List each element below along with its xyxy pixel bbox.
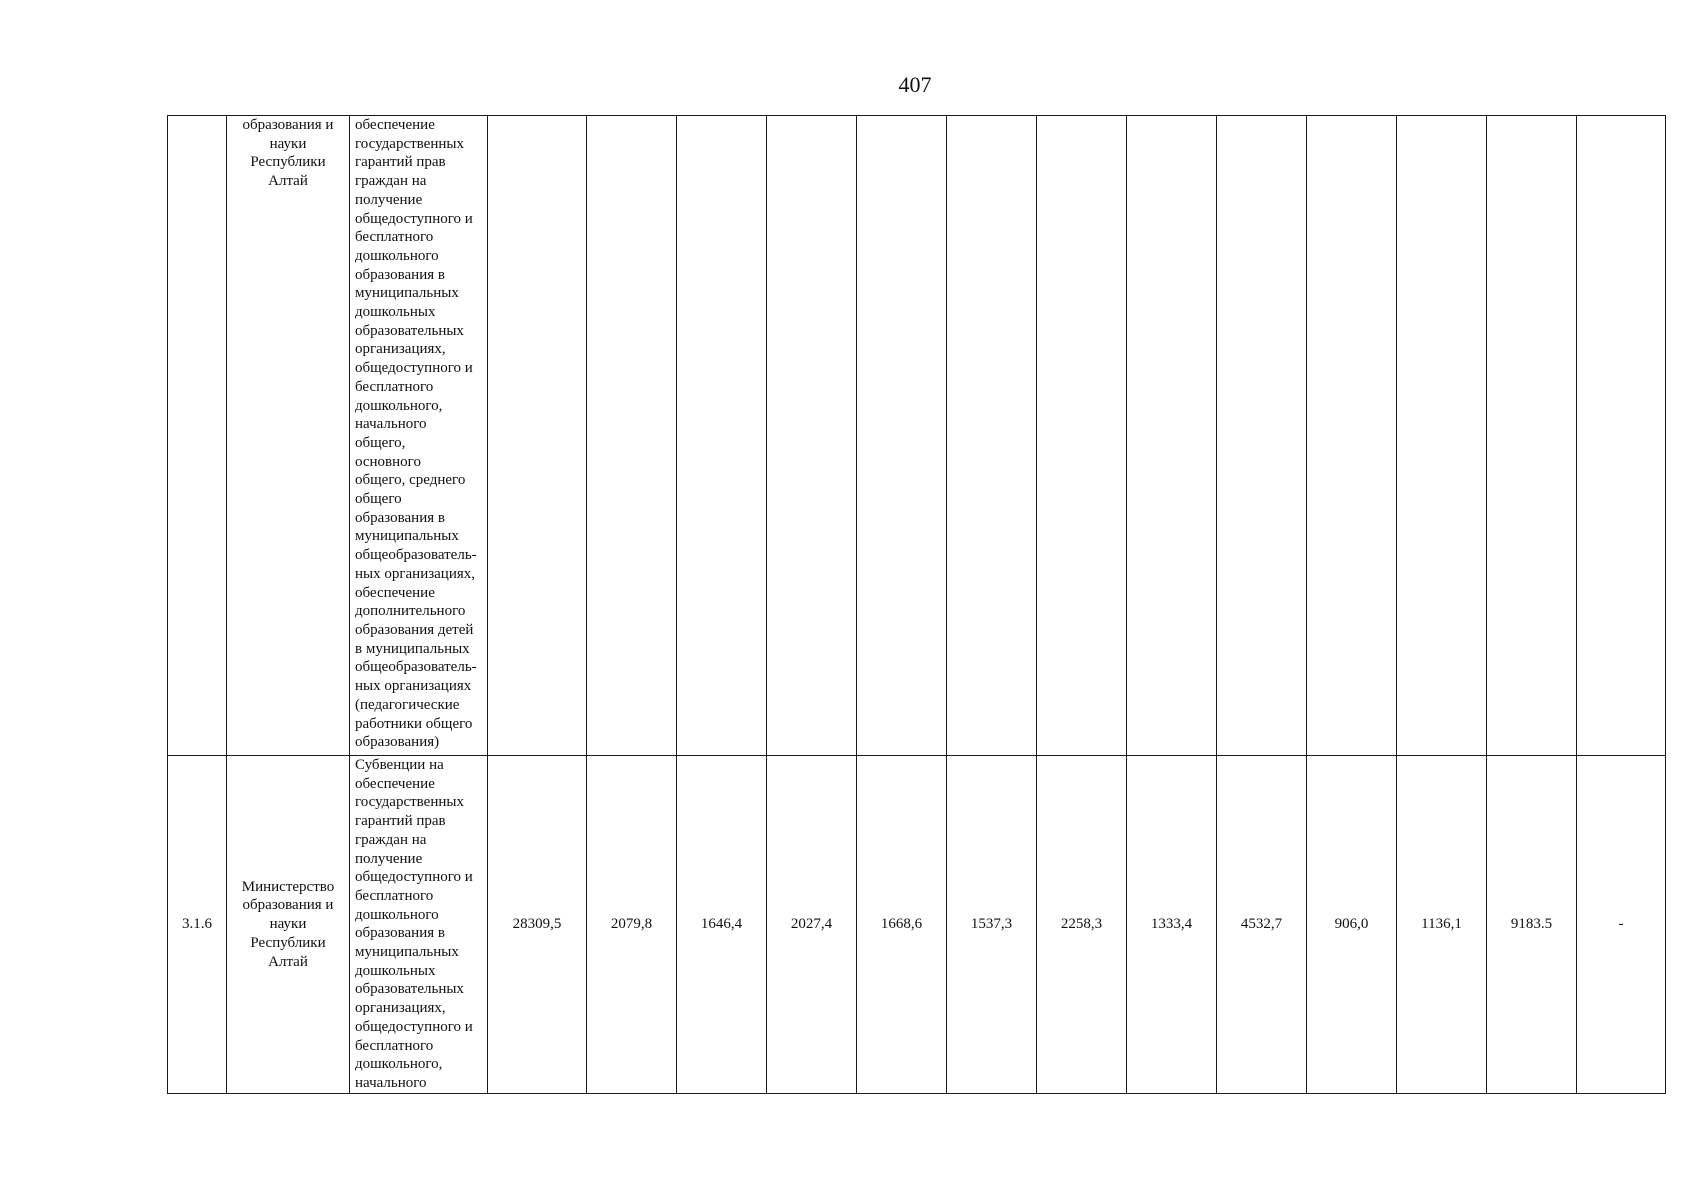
value-cell-2: 2079,8 — [587, 756, 677, 1094]
value-cell-7: 2258,3 — [1037, 756, 1127, 1094]
description-cell: обеспечение государственных гарантий прав граждан на получение общедоступного и бесплатного дошкольного образования в муниципальных дошкольных образовательных организациях, общедоступного и бесплатного дошкольного, начального общего, основного общего, среднего общего образования в муниципальных общеобразователь- ных организациях, обеспечение дополнительного образования детей в муниципальных общеобразователь- ных организациях (педагогические работники общего образования) — [350, 116, 488, 756]
organization-cell — [227, 756, 350, 1094]
value-cell-1 — [488, 116, 587, 756]
organization-text: образования и науки Республики Алтай — [242, 117, 334, 190]
value-cell-6: 1537,3 — [947, 756, 1037, 1094]
table-row — [168, 756, 1666, 1094]
value-cell-1: 28309,5 — [488, 756, 587, 1094]
page-number: 407 — [898, 72, 932, 97]
row-code-cell: 3.1.6 — [168, 756, 227, 1094]
value-cell-10: 906,0 — [1307, 756, 1397, 1094]
budget-table — [167, 115, 1666, 1094]
value-cell-11 — [1397, 116, 1487, 756]
value-cell-4 — [767, 116, 857, 756]
table-row — [168, 116, 1666, 756]
description-cell: Субвенции на обеспечение государственных гарантий прав граждан на получение общедоступного и бесплатного дошкольного образования в муниципальных дошкольных образовательных организациях, общедоступного и бесплатного дошкольного, начального — [350, 756, 488, 1094]
row-code-cell — [168, 116, 227, 756]
organization-cell — [227, 116, 350, 756]
value-cell-9 — [1217, 116, 1307, 756]
value-cell-4: 2027,4 — [767, 756, 857, 1094]
value-cell-11: 1136,1 — [1397, 756, 1487, 1094]
value-cell-7 — [1037, 116, 1127, 756]
value-cell-2 — [587, 116, 677, 756]
value-cell-3: 1646,4 — [677, 756, 767, 1094]
value-cell-5 — [857, 116, 947, 756]
value-cell-10 — [1307, 116, 1397, 756]
value-cell-12: 9183.5 — [1487, 756, 1577, 1094]
value-cell-5: 1668,6 — [857, 756, 947, 1094]
value-cell-8: 1333,4 — [1127, 756, 1217, 1094]
value-cell-3 — [677, 116, 767, 756]
value-cell-13: - — [1577, 756, 1666, 1094]
value-cell-6 — [947, 116, 1037, 756]
value-cell-13 — [1577, 116, 1666, 756]
value-cell-9: 4532,7 — [1217, 756, 1307, 1094]
value-cell-12 — [1487, 116, 1577, 756]
organization-text: Министерство образования и науки Республики Алтай — [241, 878, 335, 970]
value-cell-8 — [1127, 116, 1217, 756]
